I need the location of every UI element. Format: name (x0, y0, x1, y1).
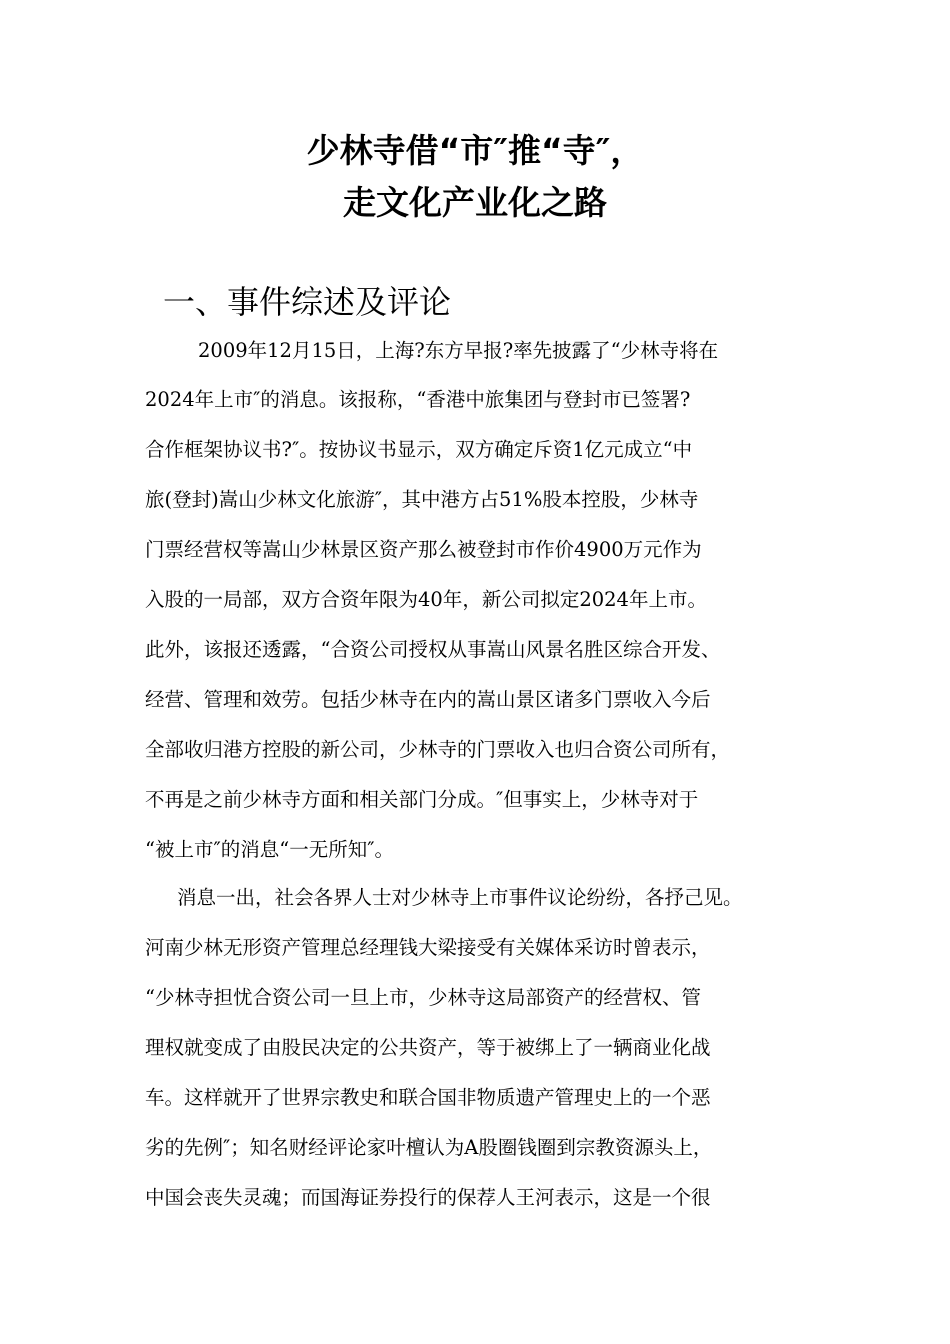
body-line: 全部收归港方控股的新公司，少林寺的门票收入也归合资公司所有， (145, 738, 731, 761)
body-line: “被上市″的消息“一无所知″。 (145, 838, 395, 861)
body-line: 中国会丧失灵魂；而国海证券投行的保荐人王河表示，这是一个很 (145, 1186, 711, 1209)
body-line: 不再是之前少林寺方面和相关部门分成。″但事实上，少林寺对于 (145, 788, 699, 811)
body-line: 劣的先例″；知名财经评论家叶檀认为A股圈钱圈到宗教资源头上， (145, 1136, 713, 1159)
body-line: 旅(登封)嵩山少林文化旅游″，其中港方占51%股本控股，少林寺 (145, 488, 699, 511)
body-line: 理权就变成了由股民决定的公共资产，等于被绑上了一辆商业化战 (145, 1036, 711, 1059)
document-title-line-2: 走文化产业化之路 (343, 183, 607, 222)
body-line: 2024年上市″的消息。该报称，“香港中旅集团与登封市已签署? (145, 388, 691, 411)
body-line: 河南少林无形资产管理总经理钱大梁接受有关媒体采访时曾表示， (145, 936, 711, 959)
document-title-line-1: 少林寺借“市″推“寺″， (306, 131, 644, 170)
body-line: “少林寺担忧合资公司一旦上市，少林寺这局部资产的经营权、管 (145, 986, 701, 1009)
body-line: 合作框架协议书?″。按协议书显示，双方确定斥资1亿元成立“中 (145, 438, 693, 461)
body-line: 此外，该报还透露，“合资公司授权从事嵩山风景名胜区综合开发、 (145, 638, 721, 661)
body-line: 车。这样就开了世界宗教史和联合国非物质遗产管理史上的一个恶 (145, 1086, 711, 1109)
body-line: 消息一出，社会各界人士对少林寺上市事件议论纷纷，各抒己见。 (177, 886, 743, 909)
body-line: 经营、管理和效劳。包括少林寺在内的嵩山景区诸多门票收入今后 (145, 688, 711, 711)
section-heading: 一、事件综述及评论 (163, 283, 452, 321)
body-line: 门票经营权等嵩山少林景区资产那么被登封市作价4900万元作为 (145, 538, 702, 561)
body-line: 入股的一局部，双方合资年限为40年，新公司拟定2024年上市。 (145, 588, 707, 611)
body-line: 2009年12月15日，上海?东方早报?率先披露了“少林寺将在 (198, 339, 719, 362)
